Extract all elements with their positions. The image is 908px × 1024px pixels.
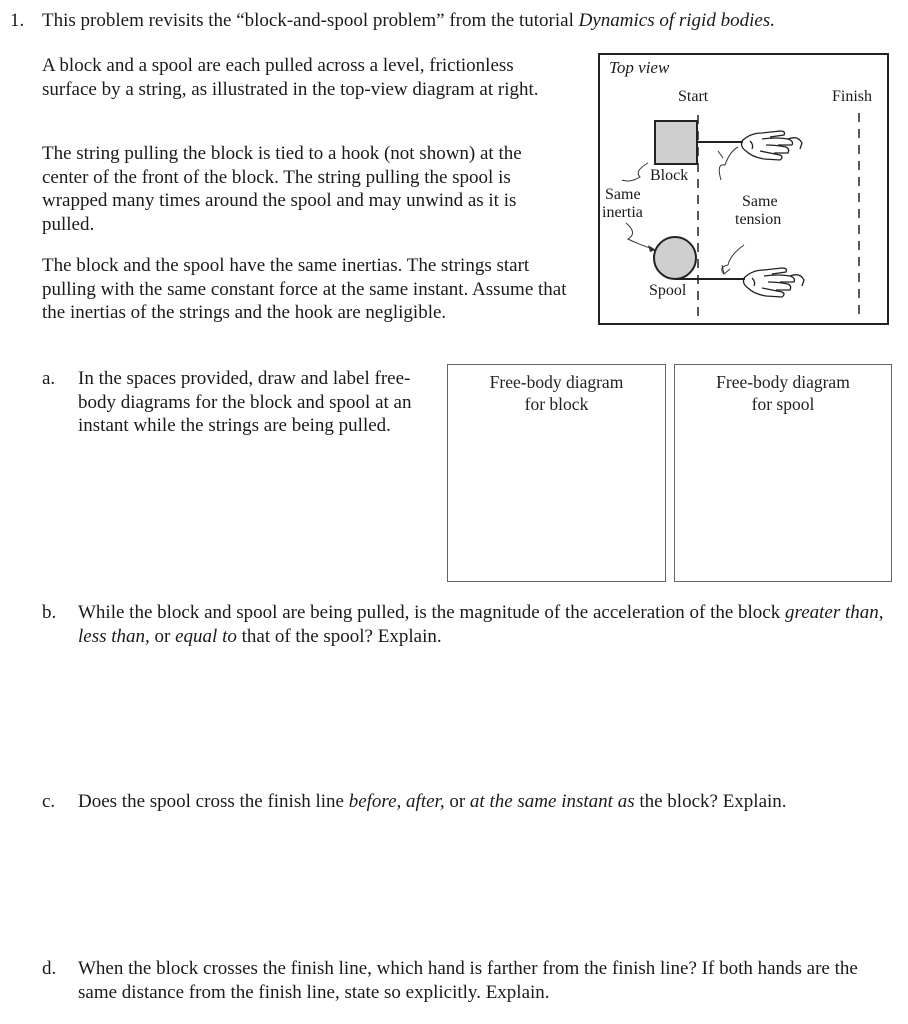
same-tension-label-line2: tension <box>735 211 782 228</box>
part-b-answer-space[interactable] <box>78 655 888 775</box>
part-d-text: When the block crosses the finish line, which hand is farther from the finish line? If both hands are the same distance from the finish line, state so explicitly. Explain. <box>78 958 858 1003</box>
top-hand-icon <box>742 131 803 160</box>
block-label: Block <box>650 167 689 184</box>
problem-number: 1. <box>10 10 25 31</box>
part-c-text <box>78 790 903 814</box>
part-c-same: at the same instant as <box>469 791 635 812</box>
same-tension-label-line1: Same <box>742 193 778 210</box>
block-pointer <box>622 163 648 181</box>
spool-shape <box>654 237 696 279</box>
part-b-or: or <box>154 625 171 647</box>
fbd-block-title <box>448 371 665 415</box>
part-d-letter: d. <box>42 958 57 979</box>
same-inertia-label-line1: Same <box>605 186 641 203</box>
spool-label: Spool <box>649 282 687 299</box>
part-c-text-pre: Does the spool cross the finish line <box>78 791 344 812</box>
part-b-text <box>78 601 890 648</box>
part-c-letter: c. <box>42 791 56 812</box>
diagram-title: Top view <box>609 58 670 77</box>
tension-pointer-top-tick <box>718 151 723 158</box>
part-a-letter: a. <box>42 368 56 389</box>
intro-paragraph-2: The string pulling the block is tied to a hook (not shown) at the center of the front of the block. The string pulling the spool is wrapped many times around the spool and may unwind as it is pulled. <box>42 143 522 235</box>
start-label: Start <box>678 88 709 105</box>
intro-paragraph-3: The block and the spool have the same inertias. The strings start pulling with the same constant force at the same instant. Assume that the inertias of the strings and the hook are negligible. <box>42 255 567 324</box>
fbd-block-title-line2: for block <box>524 394 589 414</box>
bottom-hand-icon <box>744 268 805 297</box>
part-b-equal: equal to <box>175 625 237 647</box>
fbd-spool-box[interactable] <box>674 364 892 582</box>
fbd-spool-title-line2: for spool <box>751 394 815 414</box>
tutorial-title: Dynamics of rigid bodies. <box>578 10 775 31</box>
block-shape <box>655 121 697 164</box>
fbd-block-box[interactable] <box>447 364 666 582</box>
part-c-text-post: the block? Explain. <box>639 791 787 812</box>
part-c-answer-space[interactable] <box>78 820 888 940</box>
tension-pointer-bottom <box>722 245 744 274</box>
finish-label: Finish <box>832 88 873 105</box>
part-c-options: before, after, <box>348 791 445 812</box>
part-a-text: In the spaces provided, draw and label free-body diagrams for the block and spool at an instant while the strings are being pulled. <box>78 368 412 437</box>
part-b-letter: b. <box>42 602 57 623</box>
part-c-or: or <box>449 791 466 812</box>
fbd-spool-title <box>675 371 891 415</box>
fbd-spool-title-line1: Free-body diagram <box>716 372 850 392</box>
fbd-block-title-line1: Free-body diagram <box>489 372 624 392</box>
part-b-options: greater than, less than, <box>78 602 884 647</box>
inertia-pointer <box>626 223 656 250</box>
problem-intro <box>42 9 892 33</box>
tension-pointer-top <box>719 147 738 180</box>
intro-paragraph-1: A block and a spool are each pulled across a level, frictionless surface by a string, as illustrated in the top-view diagram at right. <box>42 55 539 100</box>
same-inertia-label-line2: inertia <box>602 204 643 221</box>
part-b-text-pre: While the block and spool are being pulled, is the magnitude of the acceleration of the block <box>78 602 781 623</box>
problem-intro-text: This problem revisits the “block-and-spool problem” from the tutorial <box>42 10 574 31</box>
top-view-diagram <box>598 53 889 325</box>
part-b-text-post: that of the spool? Explain. <box>241 625 442 647</box>
